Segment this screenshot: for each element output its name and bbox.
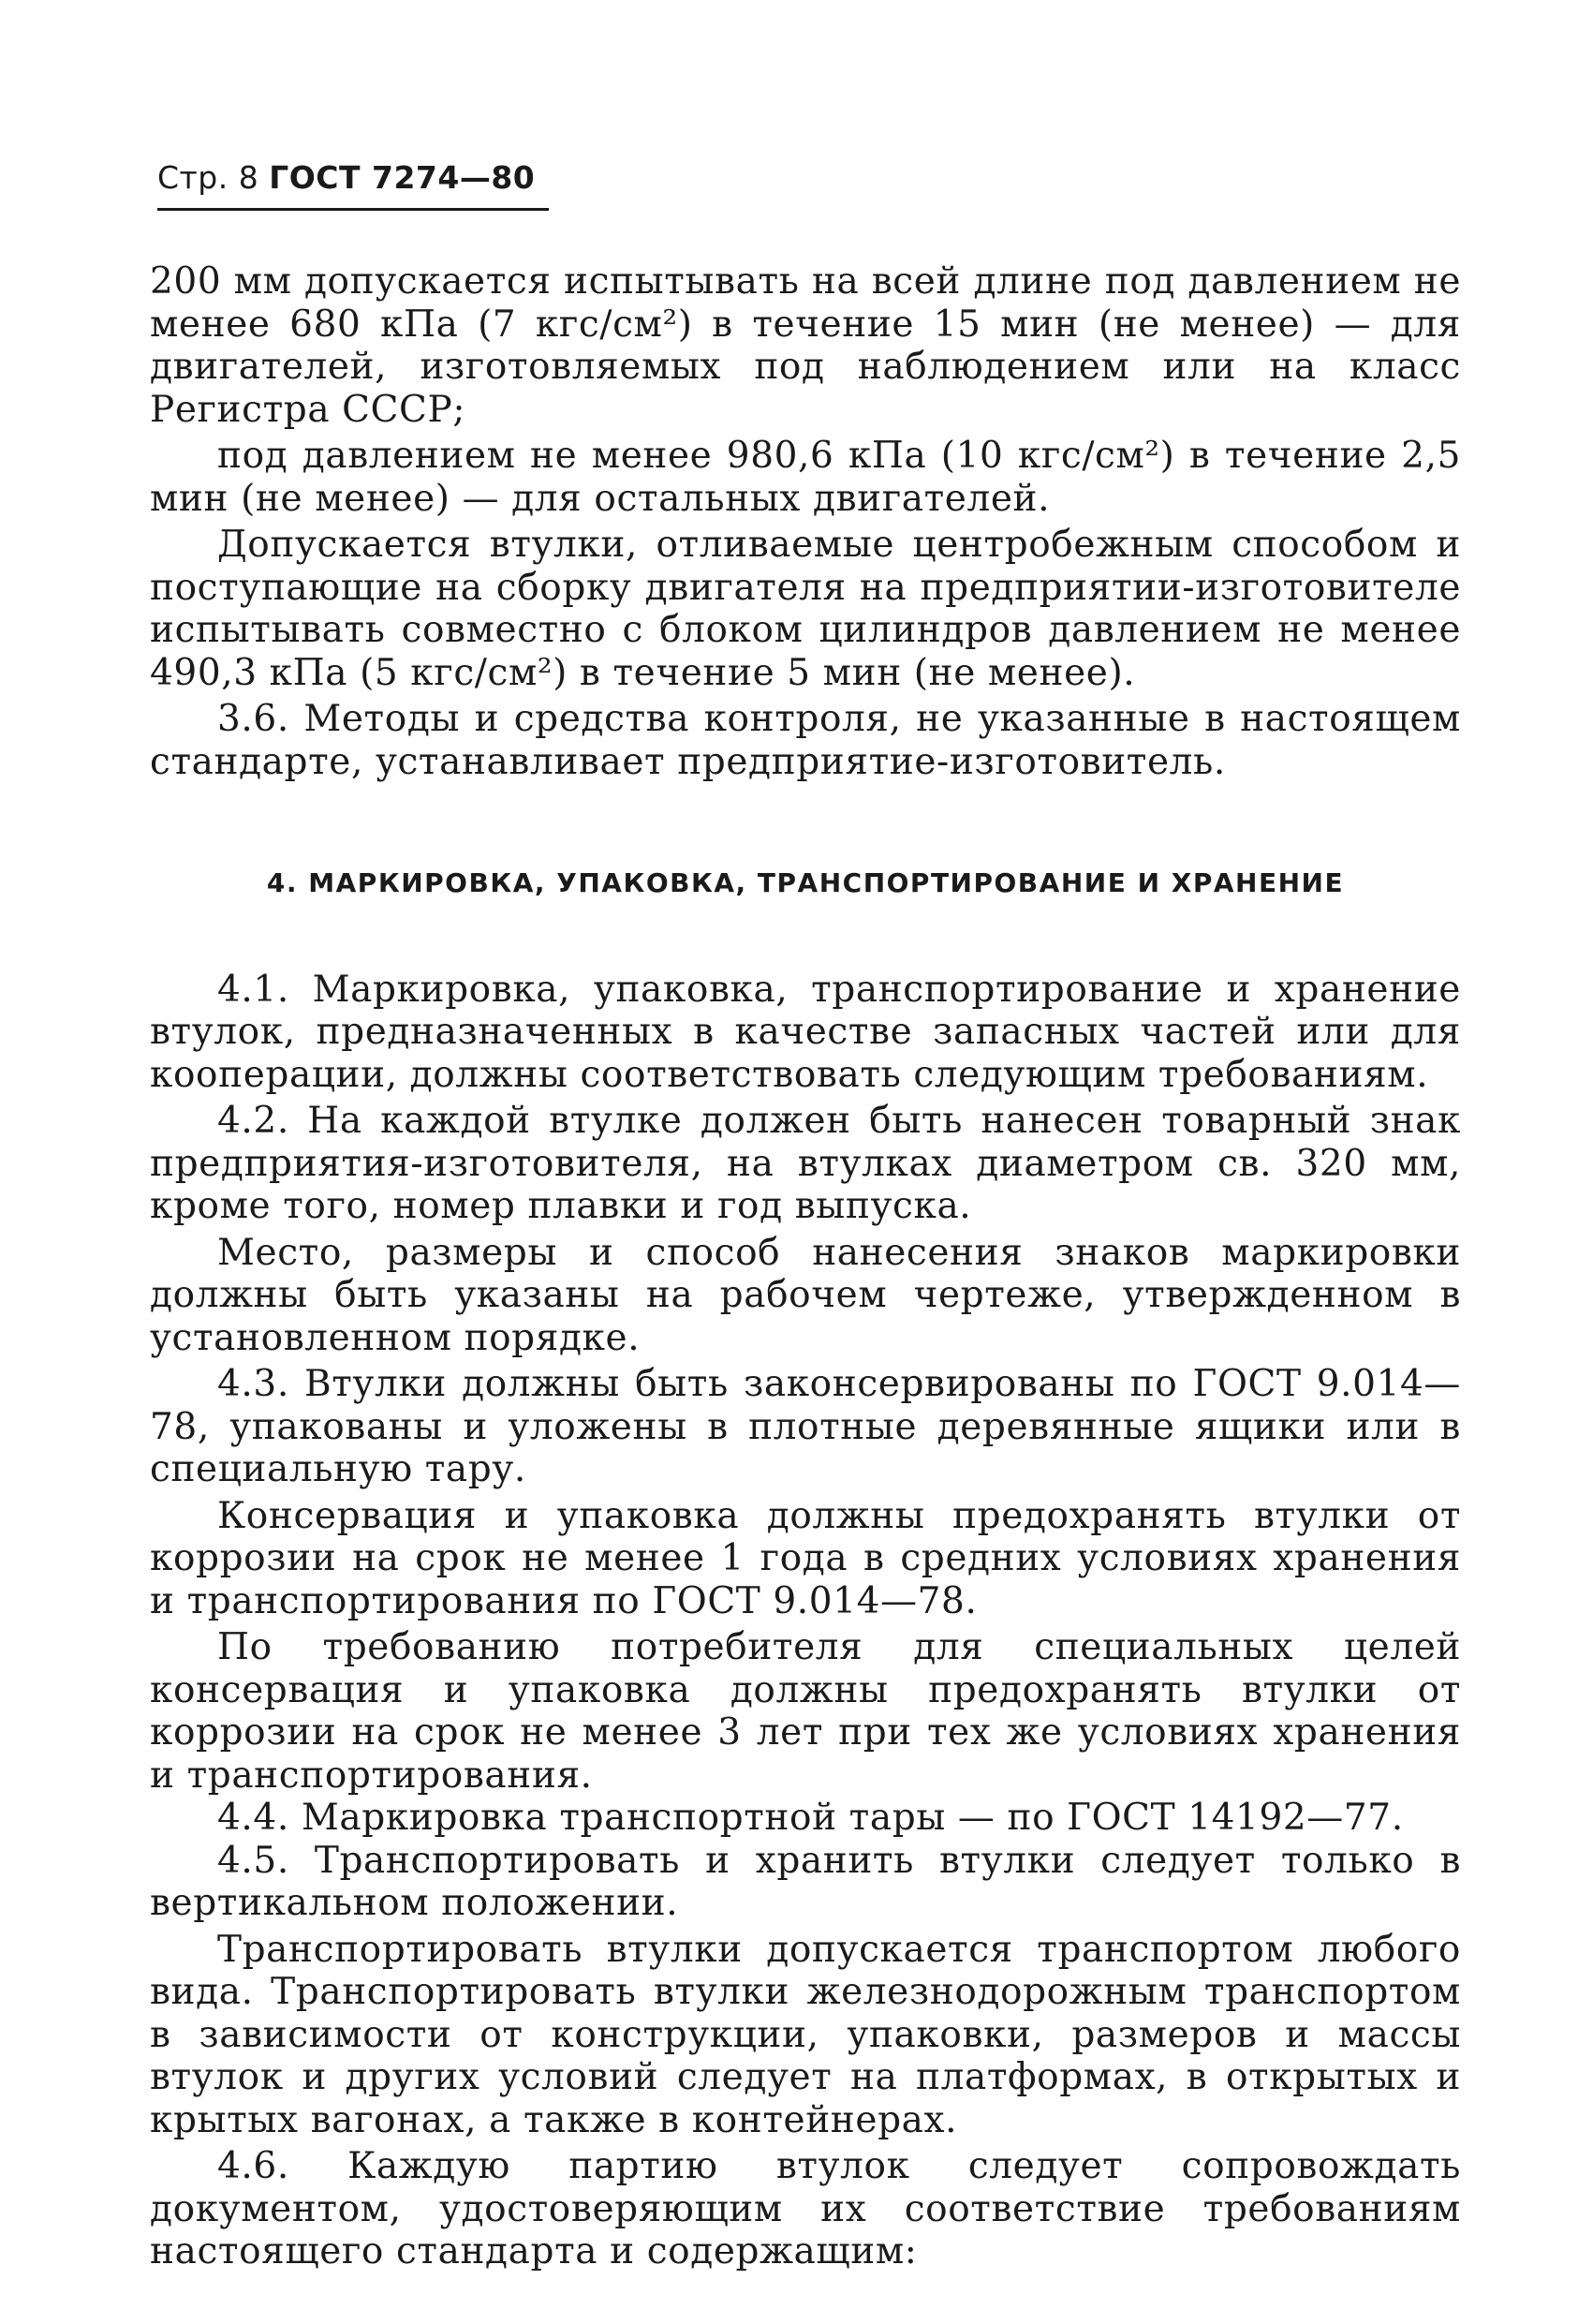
paragraph: под давлением не менее 980,6 кПа (10 кгс/см²) в течение 2,5 мин (не менее) — для остальных двигателей.: [150, 435, 1461, 520]
header-rule: [157, 208, 549, 211]
paragraph: Допускается втулки, отливаемые центробежным способом и поступающие на сборку двигателя на предприятии-изготовителе испытывать совместно с блоком цилиндров давлением не менее 490,3 кПа (5 кгс/см²) в течение 5 мин (не менее).: [150, 524, 1461, 694]
paragraph: 4.6. Каждую партию втулок следует сопровождать документом, удостоверяющим их соответствие требованиям настоящего стандарта и содержащим:: [150, 2145, 1461, 2272]
section-heading: 4. МАРКИРОВКА, УПАКОВКА, ТРАНСПОРТИРОВАНИЕ И ХРАНЕНИЕ: [266, 867, 1345, 898]
page-header: [157, 159, 535, 196]
paragraph: По требованию потребителя для специальных целей консервация и упаковка должны предохранять втулки от коррозии на срок не менее 3 лет при тех же условиях хранения и транспортирования.: [150, 1626, 1461, 1797]
paragraph: Место, размеры и способ нанесения знаков маркировки должны быть указаны на рабочем чертеже, утвержденном в установленном порядке.: [150, 1231, 1461, 1359]
paragraph: 3.6. Методы и средства контроля, не указанные в настоящем стандарте, устанавливает предприятие-изготовитель.: [150, 698, 1461, 783]
paragraph: 4.1. Маркировка, упаковка, транспортирование и хранение втулок, предназначенных в качестве запасных частей или для кооперации, должны соответствовать следующим требованиям.: [150, 968, 1461, 1096]
paragraph: 4.5. Транспортировать и хранить втулки следует только в вертикальном положении.: [150, 1839, 1461, 1924]
paragraph: 4.2. На каждой втулке должен быть нанесен товарный знак предприятия-изготовителя, на втулках диаметром св. 320 мм, кроме того, номер плавки и год выпуска.: [150, 1100, 1461, 1227]
paragraph: 4.3. Втулки должны быть законсервированы по ГОСТ 9.014—78, упакованы и уложены в плотные деревянные ящики или в специальную тару.: [150, 1363, 1461, 1490]
standard-number: ГОСТ 7274—80: [269, 159, 536, 196]
paragraph: 4.4. Маркировка транспортной тары — по ГОСТ 14192—77.: [217, 1797, 1404, 1839]
page-number-label: Стр. 8: [157, 159, 259, 196]
paragraph: 200 мм допускается испытывать на всей длине под давлением не менее 680 кПа (7 кгс/см²) в течение 15 мин (не менее) — для двигателей, изготовляемых под наблюдением или на класс Регистра СССР;: [150, 260, 1461, 431]
paragraph: Транспортировать втулки допускается транспортом любого вида. Транспортировать втулки железнодорожным транспортом в зависимости от конструкции, упаковки, размеров и массы втулок и других условий следует на платформах, в открытых и крытых вагонах, а также в контейнерах.: [150, 1928, 1461, 2141]
paragraph: Консервация и упаковка должны предохранять втулки от коррозии на срок не менее 1 года в средних условиях хранения и транспортирования по ГОСТ 9.014—78.: [150, 1494, 1461, 1622]
body-text: [150, 260, 1461, 2273]
